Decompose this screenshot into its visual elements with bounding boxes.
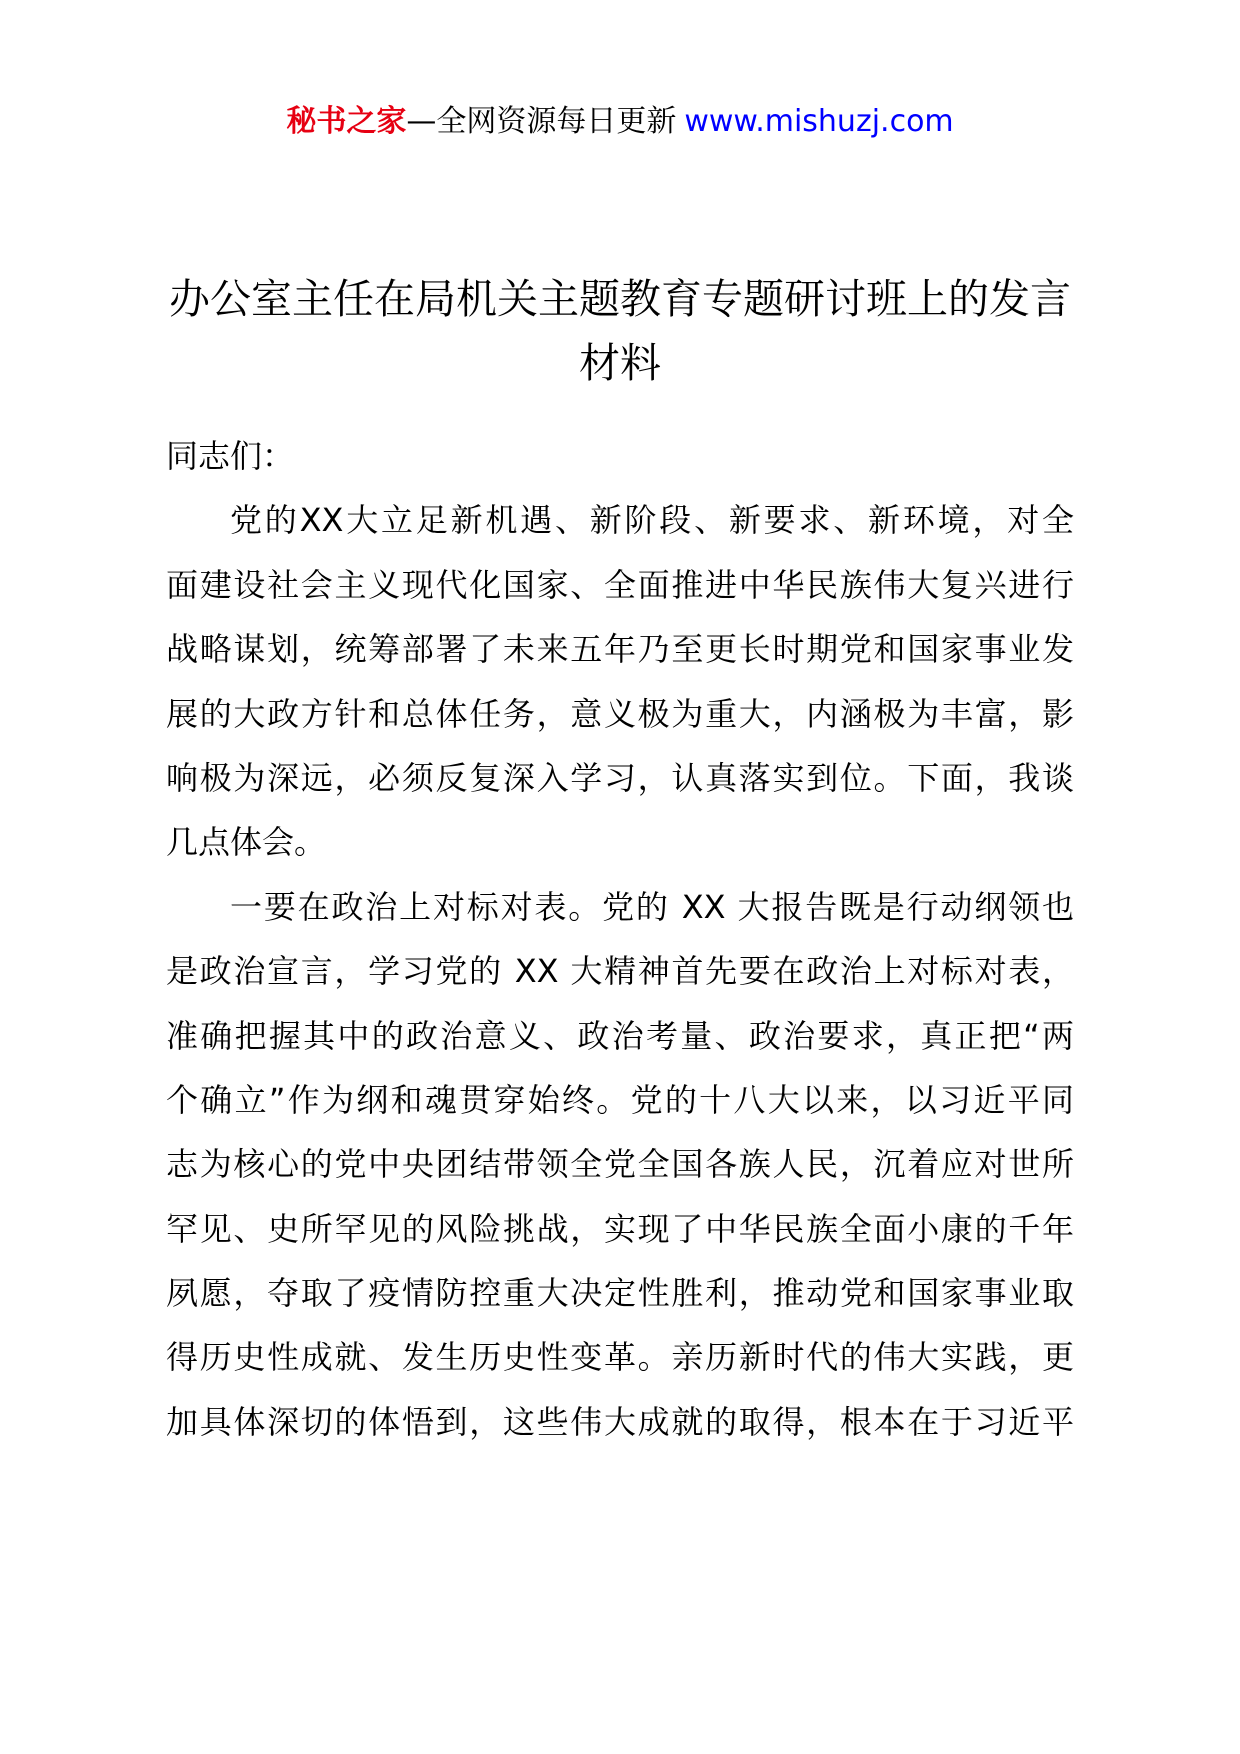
- paragraph-line: 同志们：: [166, 437, 295, 475]
- paragraph: [166, 488, 1074, 874]
- paragraph-line: 展的大政方针和总体任务，意义极为重大，内涵极为丰富，影: [166, 694, 1074, 733]
- paragraph-line: 夙愿，夺取了疫情防控重大决定性胜利，推动党和国家事业取: [166, 1274, 1074, 1313]
- paragraph-line: 加具体深切的体悟到，这些伟大成就的取得，根本在于习近平: [166, 1402, 1074, 1441]
- paragraph-line: 面建设社会主义现代化国家、全面推进中华民族伟大复兴进行: [166, 565, 1074, 604]
- paragraph-line: 准确把握其中的政治意义、政治考量、政治要求，真正把“两: [166, 1016, 1074, 1055]
- salutation: [166, 424, 1074, 488]
- site-url-link[interactable]: www.mishuzj.com: [684, 104, 954, 139]
- paragraph-line: 几点体会。: [166, 823, 327, 862]
- paragraph: [166, 875, 1074, 1455]
- title-line: 办公室主任在局机关主题教育专题研讨班上的发言: [169, 275, 1071, 323]
- document-title: [150, 267, 1090, 395]
- title-line: 材料: [579, 339, 661, 387]
- paragraph-line: 志为核心的党中央团结带领全党全国各族人民，沉着应对世所: [166, 1145, 1074, 1184]
- site-brand: 秘书之家: [286, 104, 407, 139]
- paragraph-line: 得历史性成就、发生历史性变革。亲历新时代的伟大实践，更: [166, 1338, 1074, 1377]
- document-body: [166, 424, 1074, 1454]
- paragraph-line: 是政治宣言，学习党的 XX 大精神首先要在政治上对标对表，: [166, 952, 1074, 991]
- site-tagline: —全网资源每日更新: [406, 104, 677, 139]
- paragraph-line: 一要在政治上对标对表。党的 XX 大报告既是行动纲领也: [230, 887, 1074, 926]
- paragraph-line: 党的XX大立足新机遇、新阶段、新要求、新环境，对全: [230, 501, 1074, 540]
- paragraph-line: 个确立”作为纲和魂贯穿始终。党的十八大以来，以习近平同: [166, 1080, 1074, 1119]
- paragraph-line: 战略谋划，统筹部署了未来五年乃至更长时期党和国家事业发: [166, 630, 1074, 669]
- site-header: [0, 100, 1240, 144]
- paragraph-line: 响极为深远，必须反复深入学习，认真落实到位。下面，我谈: [166, 758, 1074, 797]
- paragraph-line: 罕见、史所罕见的风险挑战，实现了中华民族全面小康的千年: [166, 1209, 1074, 1248]
